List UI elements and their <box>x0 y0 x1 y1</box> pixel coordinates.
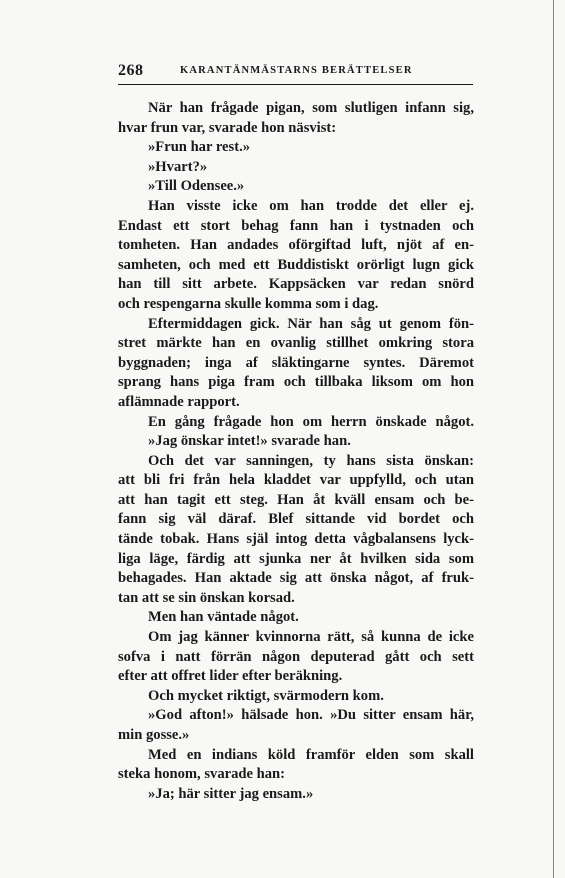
text-line: tomheten. Han andades oförgiftad luft, njöt af en- <box>118 237 474 254</box>
text-line: att han tagit ett steg. Han åt kväll ensam och be- <box>118 491 474 508</box>
text-line: hvar frun var, svarade hon näsvist: <box>118 119 337 136</box>
text-line: sofva i natt förrän någon deputerad gått och sett <box>118 648 474 665</box>
text-line: byggnaden; inga af släktingarne syntes. Däremot <box>118 354 474 371</box>
text-line: Han visste icke om han trodde det eller ej. <box>148 197 474 214</box>
text-line: Om jag känner kvinnorna rätt, så kunna de icke <box>148 629 474 646</box>
page-edge-rule <box>553 0 554 878</box>
text-line: samheten, och med ett Buddistiskt orörligt lugn gick <box>118 256 474 273</box>
body-text <box>118 99 474 804</box>
text-line: Eftermiddagen gick. När han såg ut genom fön- <box>148 315 474 332</box>
text-line: fann sig väl däraf. Blef sittande vid bordet och <box>118 511 474 528</box>
text-line: »Till Odensee.» <box>148 178 245 195</box>
text-line: liga läge, färdig att sjunka ner åt hvilken sida som <box>118 550 474 567</box>
text-line: När han frågade pigan, som slutligen infann sig, <box>148 100 474 116</box>
text-line: han till sitt arbete. Kappsäcken var redan snörd <box>118 276 474 293</box>
text-line: behagades. Han aktade sig att önska något, af fruk- <box>118 570 474 587</box>
text-line: sprang hans piga fram och tillbaka liksom om hon <box>118 374 474 391</box>
text-line: att bli fri från hela kladdet var uppfylld, och utan <box>118 472 474 489</box>
text-line: min gosse.» <box>118 727 190 743</box>
text-line: steka honom, svarade han: <box>118 766 286 783</box>
text-line: »Frun har rest.» <box>148 139 251 156</box>
page-number: 268 <box>118 62 144 79</box>
text-line: efter att offret lider efter beräkning. <box>118 668 343 685</box>
text-line: aflämnade rapport. <box>118 393 240 410</box>
text-line: Med en indians köld framför elden som skall <box>148 746 474 763</box>
running-head: KARANTÄNMÄSTARNS BERÄTTELSER <box>180 65 413 76</box>
text-line: Och mycket riktigt, svärmodern kom. <box>148 687 384 704</box>
text-line: Endast ett stort behag fann han i tystnaden och <box>118 217 474 234</box>
text-line: »God afton!» hälsade hon. »Du sitter ensam här, <box>148 707 474 724</box>
text-line: »Ja; här sitter jag ensam.» <box>148 785 314 802</box>
text-line: och respengarna skulle komma som i dag. <box>118 295 379 312</box>
text-line: Och det var sanningen, ty hans sista önskan: <box>148 452 474 469</box>
text-line: tände tobak. Hans själ intog detta vågbalansens lyck- <box>118 531 474 548</box>
text-line: Men han väntade något. <box>148 609 299 626</box>
text-line: »Hvart?» <box>148 158 208 175</box>
text-line: tan att se sin önskan korsad. <box>118 589 295 606</box>
text-line: stret märkte han en ovanlig stillhet omkring stora <box>118 335 474 352</box>
page-header <box>118 62 473 85</box>
text-line: »Jag önskar intet!» svarade han. <box>148 433 351 450</box>
text-line: En gång frågade hon om herrn önskade något. <box>148 413 474 430</box>
